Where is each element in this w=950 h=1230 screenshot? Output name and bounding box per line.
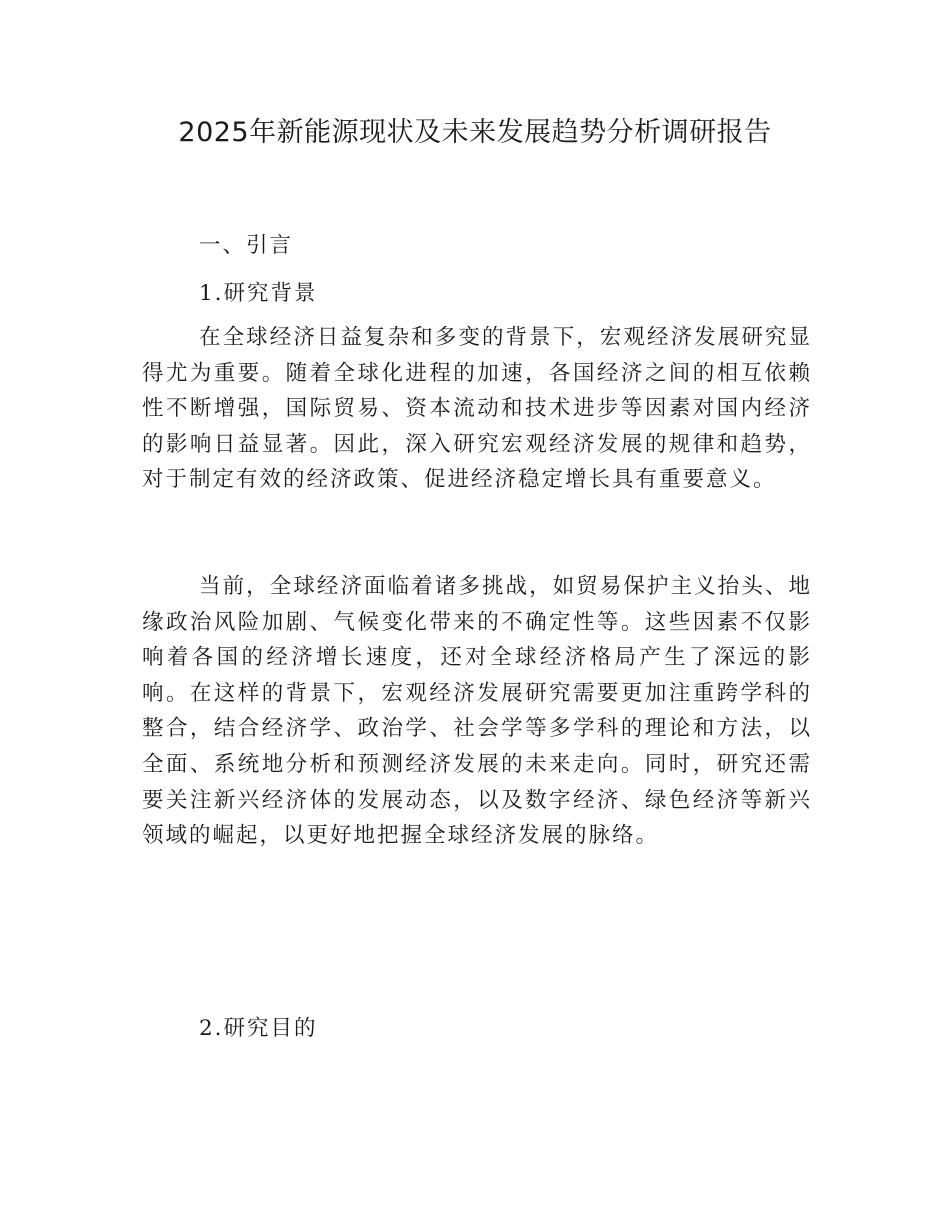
section-heading-introduction: 一、引言 bbox=[199, 233, 294, 258]
paragraph-background-1: 在全球经济日益复杂和多变的背景下，宏观经济发展研究显得尤为重要。随着全球化进程的加速，各国经济之间的相互依赖性不断增强，国际贸易、资本流动和技术进步等因素对国内经济的影响日益显著。因此，深入研究宏观经济发展的规律和趋势，对于制定有效的经济政策、促进经济稳定增长具有重要意义。 bbox=[142, 325, 812, 493]
subsection-heading-purpose: 2.研究目的 bbox=[199, 1016, 318, 1041]
paragraph-background-2: 当前，全球经济面临着诸多挑战，如贸易保护主义抬头、地缘政治风险加剧、气候变化带来的不确定性等。这些因素不仅影响着各国的经济增长速度，还对全球经济格局产生了深远的影响。在这样的背景下，宏观经济发展研究需要更加注重跨学科的整合，结合经济学、政治学、社会学等多学科的理论和方法，以全面、系统地分析和预测经济发展的未来走向。同时，研究还需要关注新兴经济体的发展动态，以及数字经济、绿色经济等新兴领域的崛起，以更好地把握全球经济发展的脉络。 bbox=[142, 574, 812, 849]
subsection-heading-background: 1.研究背景 bbox=[199, 281, 318, 306]
document-title: 2025年新能源现状及未来发展趋势分析调研报告 bbox=[178, 117, 772, 148]
